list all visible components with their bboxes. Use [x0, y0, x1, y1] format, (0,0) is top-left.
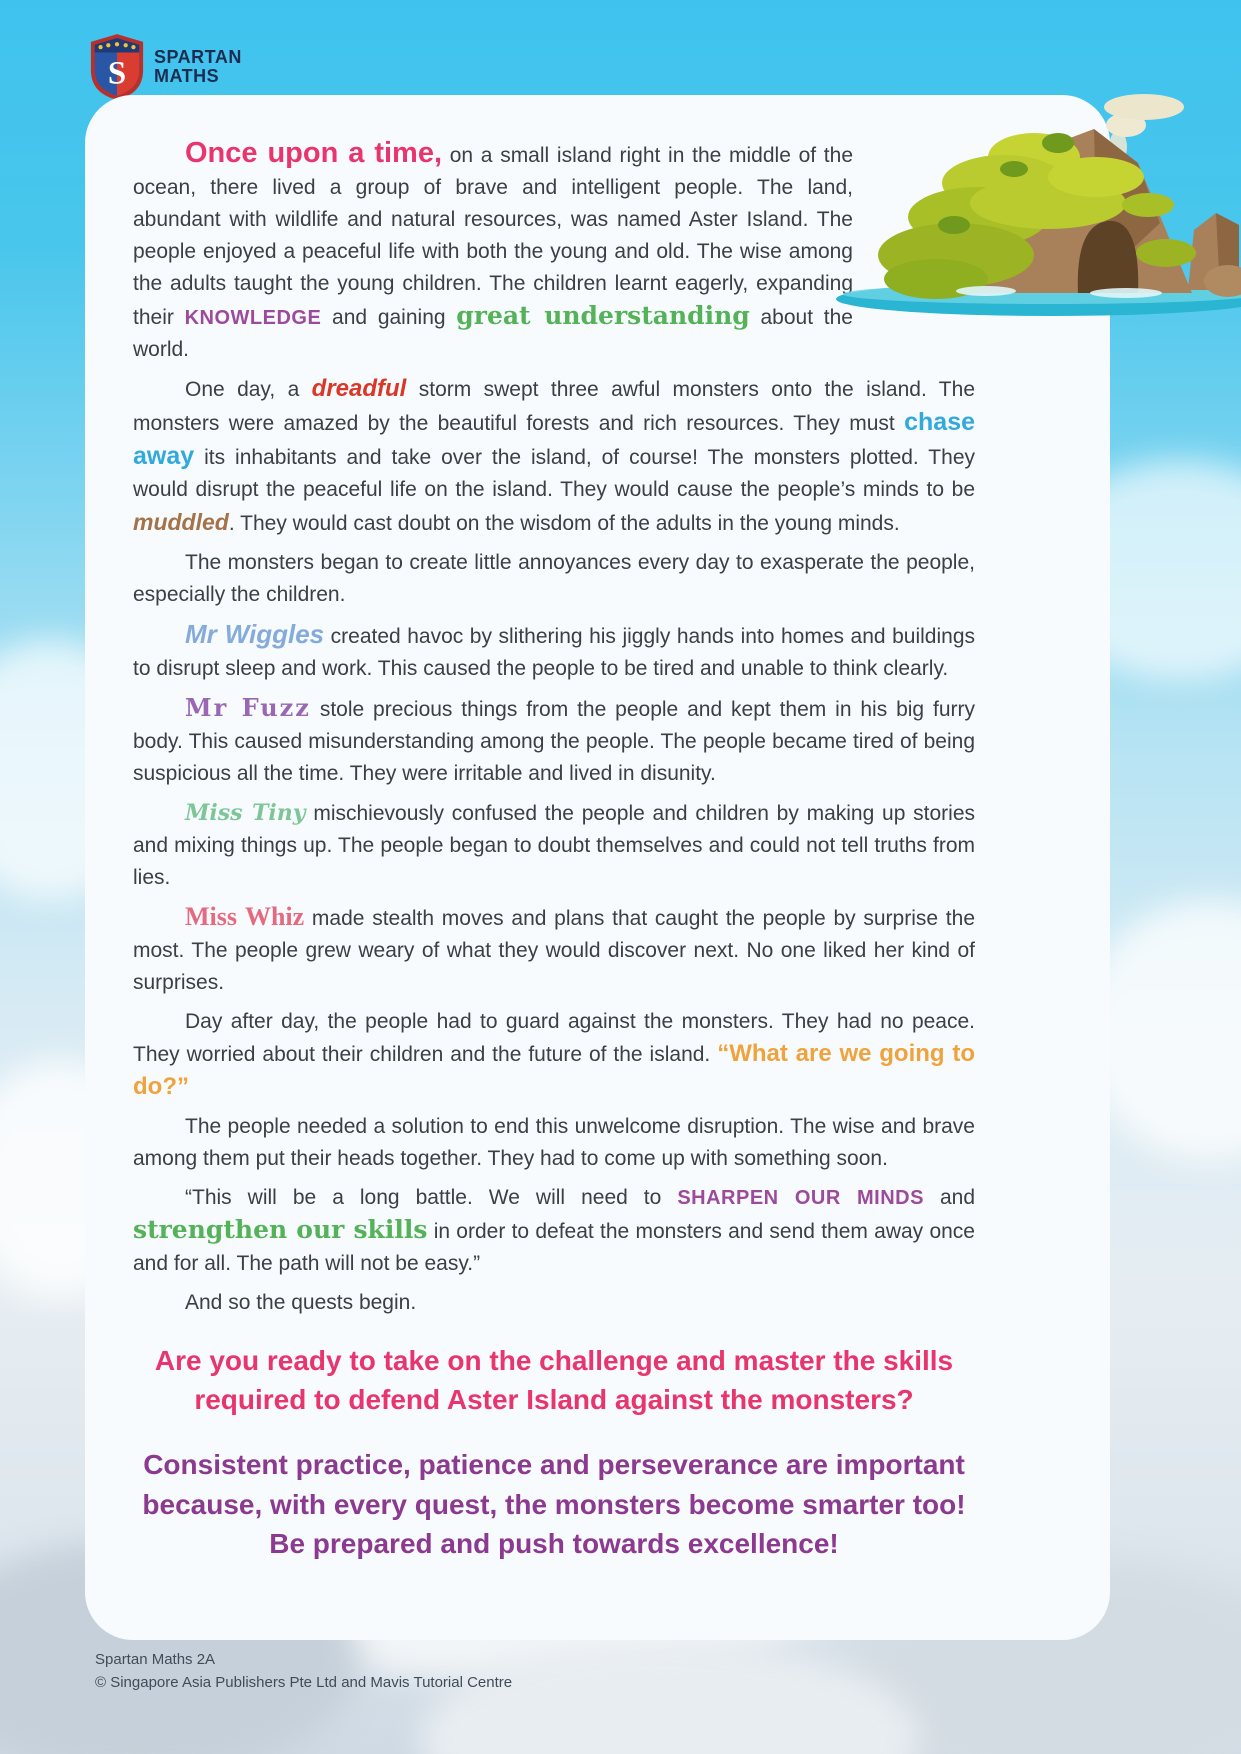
highlight-tiny: Miss Tiny: [185, 800, 306, 826]
story-text: created havoc by slithering his jiggly hands into homes and buildings to disrupt sleep and work. This caused the people to be tired and unable to think clearly.: [133, 625, 975, 680]
spartan-maths-logo: [88, 33, 242, 101]
perseverance-motto-heading: Consistent practice, patience and perseverance are important because, with every quest, the monsters become smarter too! Be prepared and push towards excellence!: [142, 1449, 966, 1559]
highlight-green: strengthen our skills: [133, 1215, 428, 1244]
logo-wordmark: [154, 48, 242, 86]
story-paragraph: [133, 1182, 975, 1280]
highlight-orange: “What are we going to do?”: [133, 1040, 975, 1100]
highlight-sharpen: SHARPEN OUR MINDS: [677, 1187, 924, 1209]
story-text: stole precious things from the people and kept them in his big furry body. This caused misunderstanding among the people. The people became tired of being suspicious all the time. They were irritable and lived in disunity.: [133, 698, 975, 785]
story-card: [85, 95, 1110, 1640]
highlight-green: great understanding: [456, 301, 750, 330]
story-text: The people needed a solution to end this unwelcome disruption. The wise and brave among them put their heads together. They had to come up with something soon.: [133, 1115, 975, 1170]
logo-line1: SPARTAN: [154, 47, 242, 68]
highlight-dreadful: dreadful: [311, 375, 407, 402]
footer-book-title: Spartan Maths 2A: [95, 1651, 216, 1668]
highlight-fuzz: Mr Fuzz: [185, 693, 311, 722]
story-text: And so the quests begin.: [185, 1291, 417, 1314]
shield-letter: S: [107, 55, 127, 92]
story-text: and: [923, 1186, 976, 1209]
aster-island-illustration: [796, 85, 1241, 320]
page-footer: [95, 1648, 512, 1695]
story-paragraph: [133, 901, 975, 999]
story-text: “This will be a long battle. We will need to: [185, 1186, 678, 1209]
story-text: its inhabitants and take over the island, of course! The monsters plotted. They would disrupt the peaceful life on the island. They would cause the people’s minds to be: [133, 446, 975, 501]
story-text: Day after day, the people had to guard against the monsters. They had no peace. They worried about their children and the future of the island.: [133, 1010, 975, 1066]
shield-logo-icon: [88, 33, 146, 101]
story-text: mischievously confused the people and children by making up stories and mixing things up. The people began to doubt themselves and could not tell truths from lies.: [133, 802, 975, 889]
story-text: on a small island right in the middle of the ocean, there lived a group of brave and intelligent people. The land, abundant with wildlife and natural resources, was named Aster Island. The people enjoyed a peaceful life with both the young and old. The wise among the adults taught the young children. The children learnt eagerly, expanding their: [133, 144, 854, 329]
highlight-wiggles: Mr Wiggles: [185, 619, 325, 649]
story-paragraph: [133, 373, 975, 540]
story-paragraph: [133, 692, 975, 790]
challenge-question-heading: Are you ready to take on the challenge and master the skills required to defend Aster Island against the monsters?: [154, 1345, 954, 1416]
story-paragraph: [133, 547, 975, 611]
logo-line2: MATHS: [154, 66, 220, 86]
story-text: and gaining: [321, 306, 457, 329]
story-paragraph: [133, 797, 975, 894]
story-paragraph: [133, 1287, 975, 1319]
highlight-once: Once upon a time,: [185, 137, 443, 169]
story-paragraph: [133, 1006, 975, 1104]
story-paragraph: [133, 1111, 975, 1175]
story-text: in order to defeat the monsters and send them away once and for all. The path will not be easy.”: [133, 1220, 975, 1275]
story-text: about the world.: [133, 306, 853, 361]
story-text: made stealth moves and plans that caught the people by surprise the most. The people grew weary of what they would discover next. No one liked her kind of surprises.: [133, 907, 975, 994]
highlight-knowledge: KNOWLEDGE: [184, 307, 322, 329]
story-text: . They would cast doubt on the wisdom of the adults in the young minds.: [228, 512, 900, 535]
story-paragraph: [133, 618, 975, 685]
story-text: storm swept three awful monsters onto the island. The monsters were amazed by the beautiful forests and rich resources. They must: [133, 378, 975, 435]
highlight-chase: chase away: [133, 408, 975, 470]
highlight-whiz: Miss Whiz: [185, 902, 305, 931]
highlight-muddled: muddled: [133, 509, 229, 535]
footer-copyright: © Singapore Asia Publishers Pte Ltd and Mavis Tutorial Centre: [95, 1674, 513, 1692]
story-text: One day, a: [185, 378, 312, 401]
story-text: The monsters began to create little annoyances every day to exasperate the people, especially the children.: [133, 551, 975, 606]
